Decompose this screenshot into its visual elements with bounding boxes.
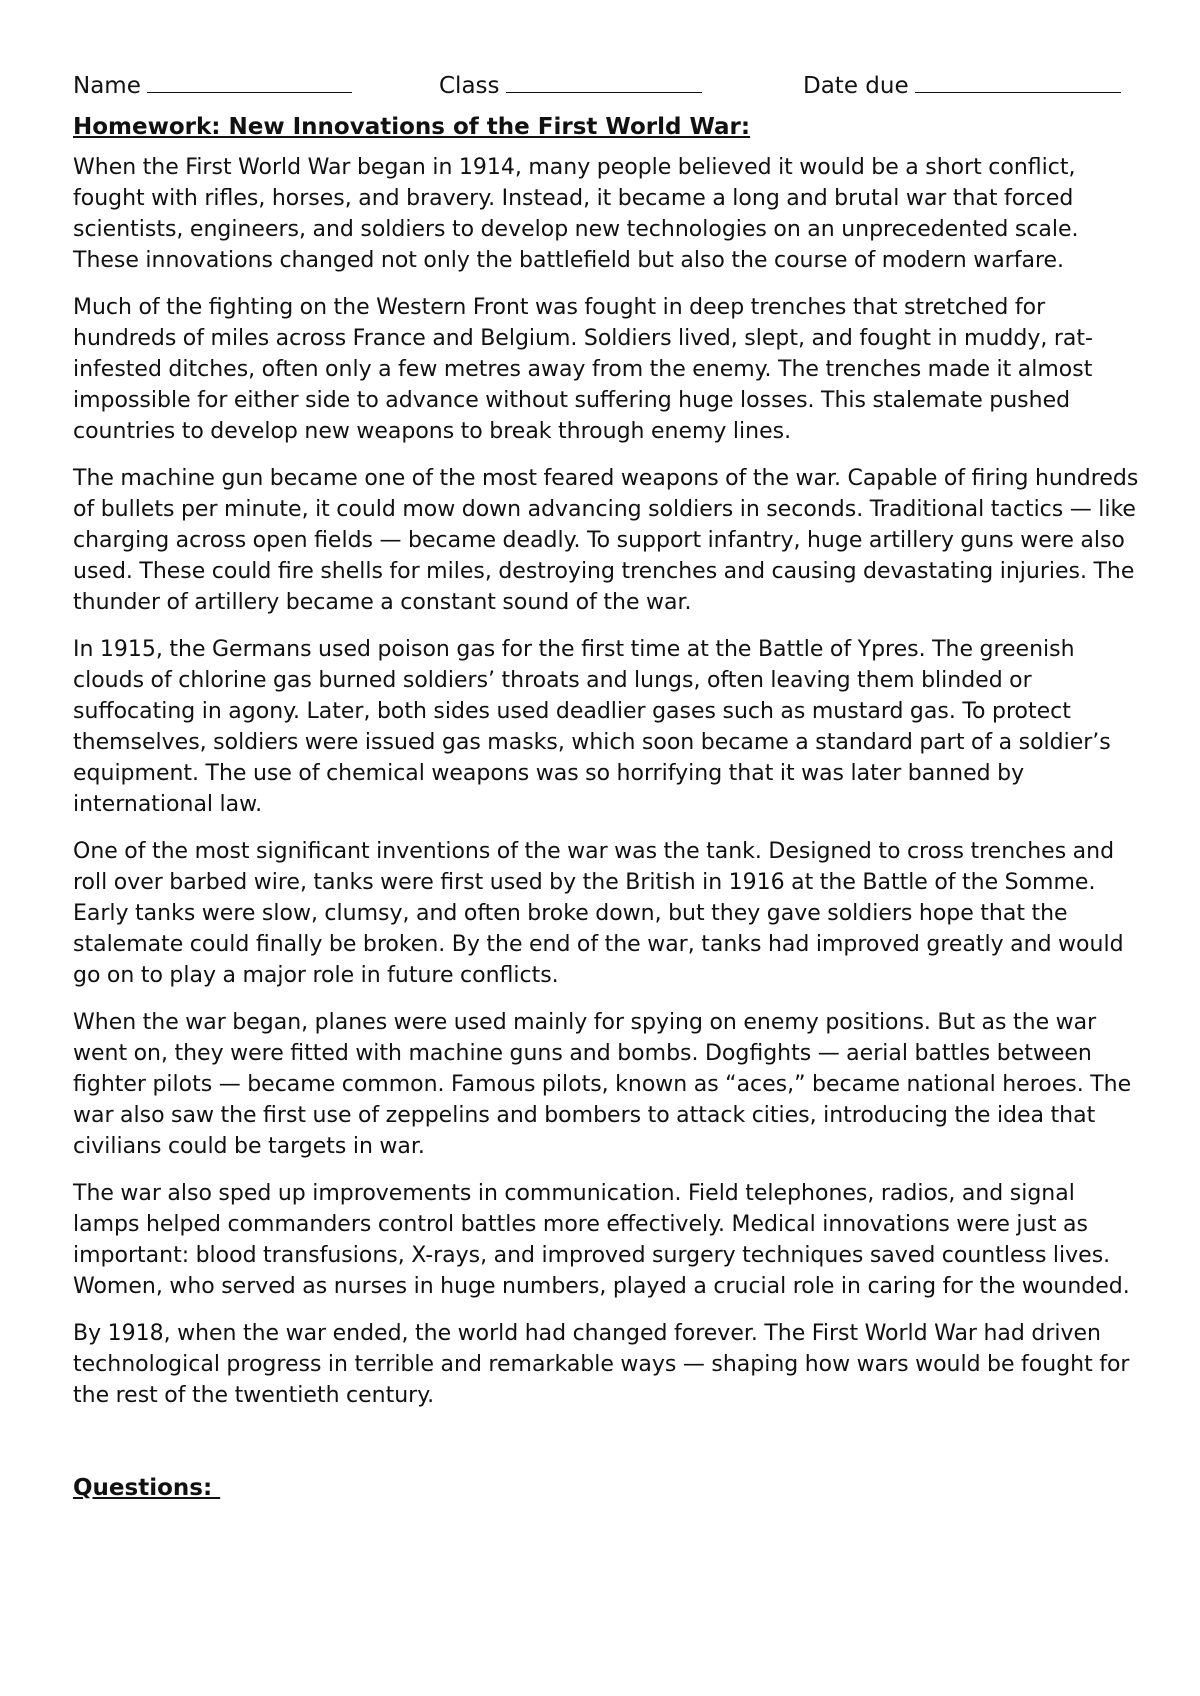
reading-passage — [73, 152, 1143, 1411]
paragraph-trenches: Much of the fighting on the Western Front was fought in deep trenches that stretched for hundreds of miles across France and Belgium. Soldiers lived, slept, and fought in muddy, rat-infested ditches, often only a few metres away from the enemy. The trenches made it almost impossible for either side to advance without suffering huge losses. This stalemate pushed countries to develop new weapons to break through enemy lines. — [73, 295, 1093, 444]
date-due-field — [803, 70, 1121, 101]
questions-heading: Questions: — [73, 1475, 221, 1501]
student-info-row — [73, 64, 1143, 104]
name-label: Name — [73, 73, 141, 99]
name-field — [73, 70, 352, 101]
paragraph-communication-medicine: The war also sped up improvements in communication. Field telephones, radios, and signal lamps helped commanders control battles more effectively. Medical innovations were just as important: blood transfusions, X-rays, and improved surgery techniques saved countless lives. Women, who served as nurses in huge numbers, played a crucial role in caring for the wounded. — [73, 1181, 1130, 1299]
paragraph-aircraft: When the war began, planes were used mainly for spying on enemy positions. But as the war went on, they were fitted with machine guns and bombs. Dogfights — aerial battles between fighter pilots — became common. Famous pilots, known as “aces,” became national heroes. The war also saw the first use of zeppelins and bombers to attack cities, introducing the idea that civilians could be targets in war. — [73, 1010, 1132, 1159]
paragraph-poison-gas: In 1915, the Germans used poison gas for the first time at the Battle of Ypres. The greenish clouds of chlorine gas burned soldiers’ throats and lungs, often leaving them blinded or suffocating in agony. Later, both sides used deadlier gases such as mustard gas. To protect themselves, soldiers were issued gas masks, which soon became a standard part of a soldier’s equipment. The use of chemical weapons was so horrifying that it was later banned by international law. — [73, 637, 1111, 817]
homework-title: Homework: New Innovations of the First World War: — [73, 114, 751, 140]
class-field — [439, 70, 702, 101]
date-due-label: Date due — [803, 73, 909, 99]
paragraph-machine-guns: The machine gun became one of the most feared weapons of the war. Capable of firing hundreds of bullets per minute, it could mow down advancing soldiers in seconds. Traditional tactics — like charging across open fields — became deadly. To support infantry, huge artillery guns were also used. These could fire shells for miles, destroying trenches and causing devastating injuries. The thunder of artillery became a constant sound of the war. — [73, 466, 1139, 615]
paragraph-tanks: One of the most significant inventions of the war was the tank. Designed to cross trenches and roll over barbed wire, tanks were first used by the British in 1916 at the Battle of the Somme. Early tanks were slow, clumsy, and often broke down, but they gave soldiers hope that the stalemate could finally be broken. By the end of the war, tanks had improved greatly and would go on to play a major role in future conflicts. — [73, 839, 1124, 988]
worksheet-page — [73, 64, 1143, 1503]
date-due-blank-line — [915, 70, 1121, 93]
paragraph-conclusion: By 1918, when the war ended, the world had changed forever. The First World War had driven technological progress in terrible and remarkable ways — shaping how wars would be fought for the rest of the twentieth century. — [73, 1321, 1130, 1408]
class-blank-line — [506, 70, 702, 93]
name-blank-line — [147, 70, 352, 93]
class-label: Class — [439, 73, 500, 99]
paragraph-intro: When the First World War began in 1914, many people believed it would be a short conflict, fought with rifles, horses, and bravery. Instead, it became a long and brutal war that forced scientists, engineers, and soldiers to develop new technologies on an unprecedented scale. These innovations changed not only the battlefield but also the course of modern warfare. — [73, 155, 1079, 273]
